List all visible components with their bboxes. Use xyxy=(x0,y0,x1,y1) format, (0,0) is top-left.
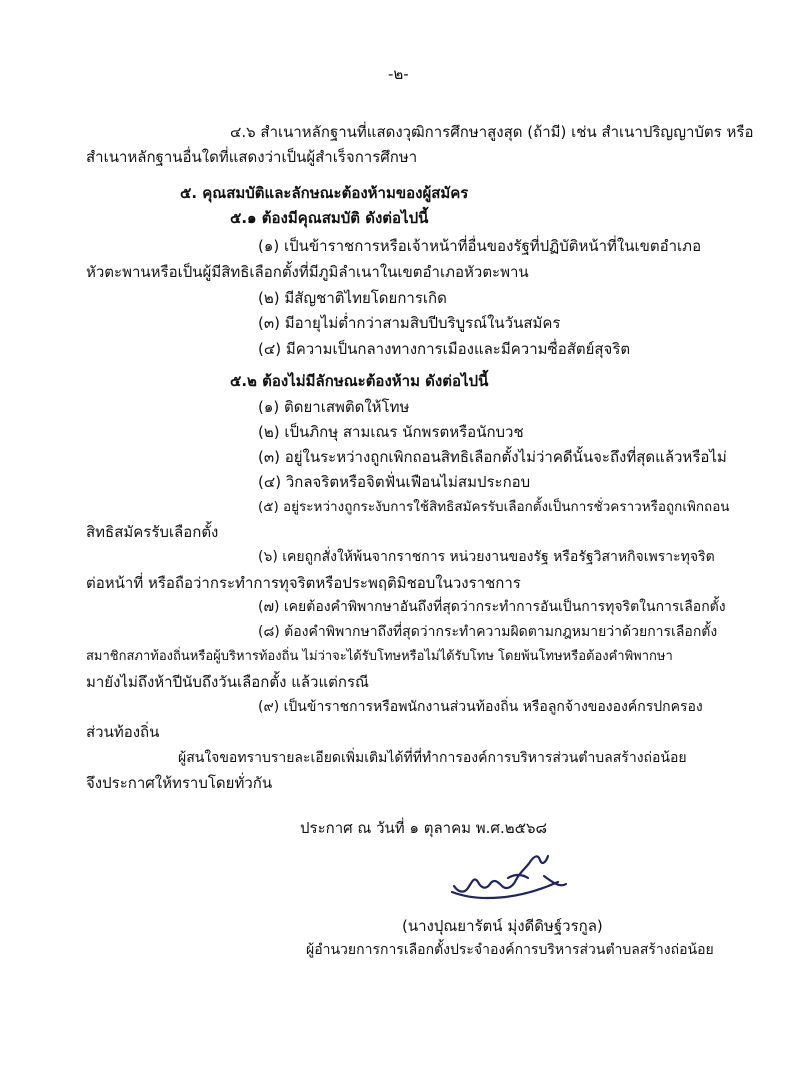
prohibition-item-8-cont-1: สมาชิกสภาท้องถิ่นหรือผู้บริหารท้องถิ่น ไม่ว่าจะได้รับโทษหรือไม่ได้รับโทษ โดยพ้นโทษหรือต้องคำพิพากษา xyxy=(86,649,673,664)
prohibition-item-6-cont: ต่อหน้าที่ หรือถือว่ากระทำการทุจริตหรือประพฤติมิชอบในวงราชการ xyxy=(86,574,521,592)
section-5-2-heading: ๕.๒ ต้องไม่มีลักษณะต้องห้าม ดังต่อไปนี้ xyxy=(230,372,489,390)
prohibition-item-6: (๖) เคยถูกสั่งให้พ้นจากราชการ หน่วยงานของรัฐ หรือรัฐวิสาหกิจเพราะทุจริต xyxy=(258,549,715,565)
item-4-6-line-1: ๔.๖ สำเนาหลักฐานที่แสดงวุฒิการศึกษาสูงสุด (ถ้ามี) เช่น สำเนาปริญญาบัตร หรือ xyxy=(230,123,754,141)
section-5-1-heading: ๕.๑ ต้องมีคุณสมบัติ ดังต่อไปนี้ xyxy=(230,209,429,227)
prohibition-item-9: (๙) เป็นข้าราชการหรือพนักงานส่วนท้องถิ่น หรือลูกจ้างขององค์กรปกครอง xyxy=(258,699,703,715)
page-number: -๒- xyxy=(388,65,409,83)
announcement-date: ประกาศ ณ วันที่ ๑ ตุลาคม พ.ศ.๒๕๖๘ xyxy=(300,819,548,837)
prohibition-item-2: (๒) เป็นภิกษุ สามเณร นักพรตหรือนักบวช xyxy=(258,423,524,441)
signer-position: ผู้อำนวยการการเลือกตั้งประจำองค์การบริหารส่วนตำบลสร้างถ่อน้อย xyxy=(306,942,714,958)
prohibition-item-9-cont: ส่วนท้องถิ่น xyxy=(86,723,160,741)
qualification-item-1-cont: หัวตะพานหรือเป็นผู้มีสิทธิเลือกตั้งที่มีภูมิลำเนาในเขตอำเภอหัวตะพาน xyxy=(86,263,529,281)
prohibition-item-8-cont-2: มายังไม่ถึงห้าปีนับถึงวันเลือกตั้ง แล้วแต่กรณี xyxy=(86,673,369,691)
prohibition-item-8: (๘) ต้องคำพิพากษาถึงที่สุดว่ากระทำความผิดตามกฎหมายว่าด้วยการเลือกตั้ง xyxy=(258,624,718,640)
prohibition-item-1: (๑) ติดยาเสพติดให้โทษ xyxy=(258,398,410,416)
qualification-item-4: (๔) มีความเป็นกลางทางการเมืองและมีความซื่อสัตย์สุจริต xyxy=(258,340,631,358)
section-5-heading: ๕. คุณสมบัติและลักษณะต้องห้ามของผู้สมัคร xyxy=(180,184,469,202)
prohibition-item-7: (๗) เคยต้องคำพิพากษาอันถึงที่สุดว่ากระทำการอันเป็นการทุจริตในการเลือกตั้ง xyxy=(258,599,726,615)
qualification-item-2: (๒) มีสัญชาติไทยโดยการเกิด xyxy=(258,289,447,307)
qualification-item-1: (๑) เป็นข้าราชการหรือเจ้าหน้าที่อื่นของรัฐที่ปฏิบัติหน้าที่ในเขตอำเภอ xyxy=(258,237,702,255)
closing-line-1: ผู้สนใจขอทราบรายละเอียดเพิ่มเติมได้ที่ที่ทำการองค์การบริหารส่วนตำบลสร้างถ่อน้อย xyxy=(178,750,687,766)
prohibition-item-5: (๕) อยู่ระหว่างถูกระงับการใช้สิทธิสมัครรับเลือกตั้งเป็นการชั่วคราวหรือถูกเพิกถอน xyxy=(258,499,730,515)
prohibition-item-3: (๓) อยู่ในระหว่างถูกเพิกถอนสิทธิเลือกตั้งไม่ว่าคดีนั้นจะถึงที่สุดแล้วหรือไม่ xyxy=(258,448,727,466)
prohibition-item-4: (๔) วิกลจริตหรือจิตฟั่นเฟือนไม่สมประกอบ xyxy=(258,473,531,491)
qualification-item-3: (๓) มีอายุไม่ต่ำกว่าสามสิบปีบริบูรณ์ในวันสมัคร xyxy=(258,314,561,332)
signer-name: (นางปุณยารัตน์ มุ่งดีดิษฐ์วรกูล) xyxy=(402,917,603,935)
prohibition-item-5-cont: สิทธิสมัครรับเลือกตั้ง xyxy=(86,523,219,541)
closing-line-2: จึงประกาศให้ทราบโดยทั่วกัน xyxy=(86,774,273,792)
item-4-6-line-2: สำเนาหลักฐานอื่นใดที่แสดงว่าเป็นผู้สำเร็จการศึกษา xyxy=(86,148,418,166)
signature-image xyxy=(448,848,588,914)
